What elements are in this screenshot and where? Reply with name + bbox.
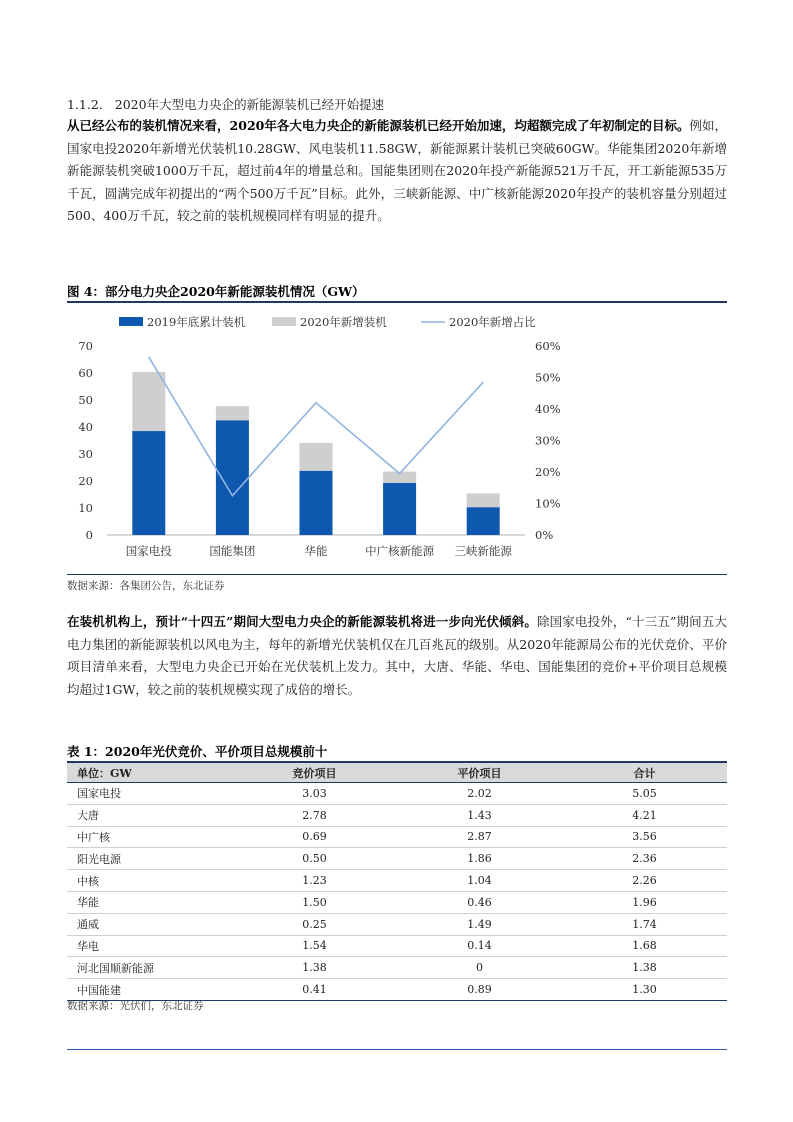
table-cell-company: 中广核 [67,826,232,848]
table-cell-company: 华电 [67,935,232,957]
table-cell-bid: 0.50 [232,848,397,870]
table-cell-parity: 0 [397,957,562,979]
table-cell-bid: 1.38 [232,957,397,979]
table-header-bid: 竞价项目 [232,763,397,783]
table-cell-parity: 1.04 [397,870,562,892]
table-cell-parity: 1.49 [397,913,562,935]
table-cell-company: 中国能建 [67,979,232,1001]
legend-swatch-2019-cumulative [119,317,143,326]
section-number: 1.1.2. [67,97,103,112]
table-cell-total: 5.05 [562,783,727,805]
figure-title: 图 4：部分电力央企2020年新能源装机情况（GW） [67,284,365,299]
table-cell-total: 1.96 [562,891,727,913]
table-header-unit: 单位：GW [67,763,232,783]
left-axis-tick-label: 20 [78,474,93,488]
table-header-total: 合计 [562,763,727,783]
x-axis-category-label: 国家电投 [125,544,172,558]
table-row [67,826,727,848]
bar-2019-cumulative [467,507,500,535]
table-cell-company: 通威 [67,913,232,935]
section-title: 2020年大型电力央企的新能源装机已经开始提速 [114,97,385,112]
right-axis-tick-label: 60% [535,339,561,353]
table-cell-parity: 1.86 [397,848,562,870]
bar-2020-new [216,406,249,420]
figure-bottom-rule [67,574,727,575]
left-axis-tick-label: 40 [78,420,93,434]
table-cell-parity: 2.02 [397,783,562,805]
table-row [67,935,727,957]
table-cell-parity: 0.14 [397,935,562,957]
table-cell-company: 大唐 [67,804,232,826]
legend-label-2020-new: 2020年新增装机 [300,315,387,329]
legend-swatch-2020-new [272,317,296,326]
table-row [67,870,727,892]
table-cell-bid: 0.69 [232,826,397,848]
table-cell-bid: 1.23 [232,870,397,892]
right-axis-tick-label: 40% [535,402,561,416]
table-cell-company: 华能 [67,891,232,913]
x-axis-category-label: 国能集团 [209,544,256,558]
figure-top-rule [67,301,727,303]
right-axis-tick-label: 0% [535,528,554,542]
chart-canvas [67,305,727,573]
bar-2019-cumulative [132,431,165,535]
table-cell-total: 1.68 [562,935,727,957]
section-heading [67,95,384,113]
left-axis-tick-label: 0 [85,528,93,542]
data-table [67,763,727,1001]
bar-2019-cumulative [300,471,333,535]
table-row [67,957,727,979]
right-axis-tick-label: 50% [535,370,561,385]
table-cell-bid: 0.25 [232,913,397,935]
table-row [67,891,727,913]
table-cell-total: 2.26 [562,870,727,892]
table-cell-parity: 1.43 [397,804,562,826]
table-cell-bid: 3.03 [232,783,397,805]
bar-2020-new [467,493,500,507]
table-header-parity: 平价项目 [397,763,562,783]
table-cell-bid: 1.54 [232,935,397,957]
table-cell-company: 阳光电源 [67,848,232,870]
table-cell-total: 3.56 [562,826,727,848]
table-cell-bid: 2.78 [232,804,397,826]
table-title: 表 1：2020年光伏竞价、平价项目总规模前十 [67,744,328,759]
table-cell-total: 1.38 [562,957,727,979]
paragraph-2 [67,611,727,701]
paragraph-2-lead: 在装机机构上，预计“十四五”期间大型电力央企的新能源装机将进一步向光伏倾斜。 [67,614,537,629]
table-source: 数据来源：光伏们，东北证券 [67,1000,204,1012]
table-cell-bid: 1.50 [232,891,397,913]
table-cell-parity: 0.46 [397,891,562,913]
figure-source: 数据来源：各集团公告，东北证券 [67,580,225,592]
bar-2019-cumulative [383,483,416,535]
x-axis-category-label: 中广核新能源 [365,544,435,558]
right-axis-tick-label: 10% [535,496,561,511]
table-row [67,913,727,935]
footer-divider [67,1049,727,1050]
table-cell-parity: 2.87 [397,826,562,848]
legend-label-2019-cumulative: 2019年底累计装机 [147,315,246,329]
paragraph-1-body: 例如，国家电投2020年新增光伏装机10.28GW、风电装机11.58GW，新能源累计装机已突破60GW。华能集团2020年新增新能源装机突破1000万千瓦，超过前4年的增量总和。国能集团则在2020年投产新能源521万千瓦，开工新能源535万千瓦，圆满完成年初提出的“两个500万千瓦”目标。此外，三峡新能源、中广核新能源2020年投产的装机容量分别超过500、400万千瓦，较之前的装机规模同样有明显的提升。 [67,118,727,223]
table-cell-company: 国家电投 [67,783,232,805]
paragraph-2-body: 除国家电投外，“十三五”期间五大电力集团的新能源装机以风电为主，每年的新增光伏装机仅在几百兆瓦的级别。从2020年能源局公布的光伏竞价、平价项目清单来看，大型电力央企已开始在光伏装机上发力。其中，大唐、华能、华电、国能集团的竞价+平价项目总规模均超过1GW，较之前的装机规模实现了成倍的增长。 [67,614,727,697]
bar-2020-new [300,443,333,471]
table-cell-bid: 0.41 [232,979,397,1001]
right-axis-tick-label: 30% [535,433,561,448]
left-axis-tick-label: 30 [78,447,93,461]
table-cell-total: 4.21 [562,804,727,826]
chart [67,305,727,573]
left-axis-tick-label: 60 [78,366,93,380]
paragraph-1-lead: 从已经公布的装机情况来看，2020年各大电力央企的新能源装机已经开始加速，均超额完成了年初制定的目标。 [67,118,690,133]
right-axis-tick-label: 20% [535,465,561,479]
table-cell-company: 中核 [67,870,232,892]
left-axis-tick-label: 50 [78,393,93,407]
x-axis-category-label: 华能 [304,544,328,558]
table-cell-total: 2.36 [562,848,727,870]
x-axis-category-label: 三峡新能源 [454,544,512,558]
table-cell-total: 1.74 [562,913,727,935]
paragraph-1 [67,115,727,228]
table-row [67,804,727,826]
table-cell-company: 河北国顺新能源 [67,957,232,979]
left-axis-tick-label: 10 [78,501,93,515]
bar-2020-new [132,372,165,431]
table-header-row [67,763,727,783]
table-cell-parity: 0.89 [397,979,562,1001]
table-row [67,783,727,805]
table-row [67,848,727,870]
table-cell-total: 1.30 [562,979,727,1001]
legend-label-2020-share: 2020年新增占比 [449,315,536,329]
left-axis-tick-label: 70 [78,339,93,353]
